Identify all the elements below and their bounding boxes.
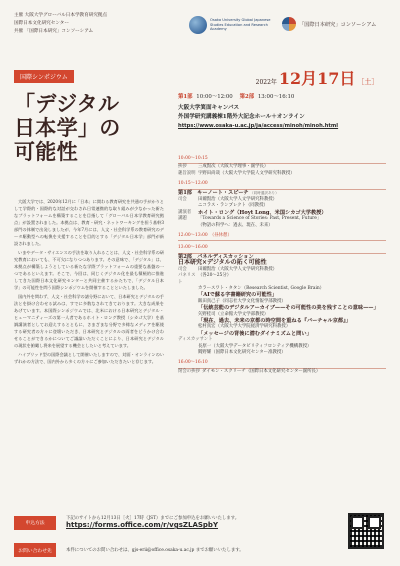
row-value: 三成賢次（大阪大学理事・副学長） [198, 164, 269, 170]
program-row [178, 171, 386, 177]
program-row: 司会 田爾賢治（大阪大学人文学研究科教授） [178, 266, 278, 272]
footer [0, 503, 400, 566]
consortium-logo [282, 17, 376, 31]
program-row: 閉会の挨拶 ダイモン・スクリーチ（国際日本文化研究センター副所長） [178, 368, 321, 374]
event-day: 12月17日 [278, 69, 356, 88]
time-slot: 10:15〜12:00 [178, 181, 386, 189]
apply-form-link[interactable]: https://forms.office.com/r/vgsZLASpbY [66, 521, 219, 529]
intro-paragraph: いまやデータ・サイエンスの手法を取り入れることは、人文・社会科学系の研究教育においても、不可欠になりつつあります。その意味で、「デジタル」は、本拠点が構築しようとしている新たな学際プラットフォームの重要な基盤の一つであるといえます。そこで、今回は、同じくデジタル化を最も積極的に推進してきた国際日本文化研究センターと共同主催するかたちで、「デジタル日本学」の可能性を問う国際シンポジウムを開催することといたしました。 [14, 250, 164, 290]
contact-label: お問い合わせ先 [14, 543, 56, 557]
venue-line: 大阪大学箕面キャンパス [178, 105, 240, 111]
event-date [248, 66, 386, 89]
part1-heading: 第1部 キーノート・スピーチ （同時通訳あり） [178, 189, 279, 196]
program-row: 「AIで蘇る字書籍研究の可能性」 [198, 292, 278, 299]
organizer-line: 共催 「国際日本研究」コンソーシアム [14, 29, 94, 34]
program-row: パネリスト （各20〜25分） [178, 273, 232, 285]
apply-info [66, 515, 239, 530]
university-emblem-icon [189, 16, 207, 34]
time-slot: 16:00〜16:10 [178, 360, 386, 368]
part1-label: 第1部 [178, 94, 193, 100]
program-row: 矢野桂司（立命館大学文学部教授） [198, 311, 269, 317]
program-row: 「伝統芸能のデジタルアーカイブ——その可能性の美を残すことの意味——」 [198, 305, 379, 312]
venue-line: 外国学研究講義棟1階外大記念ホール＋オンライン [178, 114, 305, 120]
part2-title: 日本研究×デジタルの拓く可能性 [178, 259, 267, 267]
program-row: 講題 「Towards a Science of Stories: Past, Present, Future」 [178, 216, 322, 222]
program-row: 講演者 ホイト・ロング（Hoyt Long、米国シカゴ大学教授） [178, 209, 327, 216]
time-slot: 10:00〜10:15 [178, 156, 386, 164]
program-row: 「現在、過去、未来の京都の時空間を重ねる『バーチャル京都』」 [198, 317, 351, 324]
intro-paragraph: 大阪大学では、2020年12月に「日本」に関わる教育研究を共通の手がかりとして学際的・国際的な対話が交わされ日常連携的な取り組みが少なかった新たなプラットフォームを構築することを目指して「グローバル日本学教育研究拠点」が設置されました。本拠点は、教育・研究・ネットワーキングを担う基幹3部門の体制で出発しましたが、今年7月には、人文・社会科学系の教育研究のデータ駆動型への転換を支援することを目的とする「デジタル日本学」部門が新設されました。 [14, 199, 164, 246]
program-row: 司会 田爾賢治（大阪大学人文学研究科教授） [178, 197, 278, 203]
apply-label: 申込方法 [14, 516, 56, 530]
part2-heading: 第2部 パネルディスカッション [178, 253, 254, 260]
part1-time: 10:00〜12:00 [196, 94, 233, 100]
contact-row [14, 543, 244, 557]
program-row: 閻野耀（国際日本文化研究センター准教授） [198, 349, 286, 355]
event-title [14, 92, 164, 164]
event-weekday: ［土］ [357, 78, 379, 86]
organizer-lines [14, 12, 107, 36]
program-row: カラースワト・タタン（Research Scientist, Google Brain） [198, 285, 325, 291]
program-row: ディスカッサント [178, 337, 213, 343]
row-label: 挨拶 [178, 164, 187, 170]
organizer-line: 主催 大阪大学グローバル日本学教育研究拠点 [14, 13, 108, 18]
header [6, 6, 394, 48]
lunch-break: 12:00〜13:00 （昼休憩） [178, 233, 386, 241]
title-line: 日本学」の [14, 115, 121, 140]
venue [178, 104, 386, 131]
osaka-university-logo [189, 16, 280, 34]
apply-text: 下記のサイトから12月13日［火］17時（JST）までにご参加申込をお願いいたします。 [66, 516, 240, 521]
program-row: （物語の科学へ：過去、現在、未来） [198, 222, 273, 228]
intro-column [14, 64, 164, 365]
part2-label: 第2部 [239, 94, 255, 100]
event-type-badge: 国際シンポジウム [14, 70, 74, 83]
event-year: 2022年 [255, 79, 277, 86]
program-row: 長原一（大阪大学データビリティフロンティア機構教授） [198, 343, 312, 349]
time-slot: 13:00〜16:00 [178, 245, 386, 253]
row-label: 趣旨説明 [178, 170, 196, 176]
access-link[interactable]: https://www.osaka-u.ac.jp/ja/access/minoh/minoh.html [178, 123, 339, 129]
title-line: 可能性 [14, 139, 78, 164]
program-row: 「メッセージの背後に潜むダイナミズムと問い」 [198, 330, 312, 337]
contact-text: 本件についてのお問い合わせは、gjs-erii@office.osaka-u.ac.jp までお願いいたします。 [66, 547, 244, 553]
title-line: 「デジタル [14, 91, 120, 116]
qr-code-icon[interactable] [348, 513, 384, 549]
program-row: ニコラス・ランブレクト（同教授） [198, 203, 268, 209]
logo-text: Osaka University Global Japanese Studies Education and Research Academy [210, 18, 271, 32]
intro-paragraph: 国内外を問わず、人文・社会科学の諸分野において、日本研究とデジタルの手法とを掛け合わせる試みは、すでに多数なされてきております。大きな成果をあげています。本国際シンポジウムでは、北米における日本研究とデジタル・ヒューマニティーズの第一人者であるホイト・ロング教授（シカゴ大学）を基調講演者としてお迎えするとともに、さまざまな分野で多様なメディアを駆使する研究者の方々に登壇いただき、日本研究とデジタルの両者をどうかけ合わせることができるかについてご議論いただくことにより、日本研究とデジタルの現状を俯瞰し将来を展望する機会としたいと考えています。 [14, 294, 164, 348]
consortium-emblem-icon [282, 17, 296, 31]
apply-row [14, 515, 239, 530]
program [178, 152, 386, 375]
program-row: 飯田真己子（同志社大学文化情報学部教授） [198, 298, 286, 304]
logo-text: 「国際日本研究」コンソーシアム [299, 21, 377, 28]
schedule-block [178, 66, 386, 131]
session-times [178, 92, 386, 100]
intro-paragraph: ハイブリッド型の国際会議として開催いたしますので、対面・オンラインのいずれかの方法で、国内外から多くの方々にご参加いただきたいと存じます。 [14, 352, 164, 364]
row-value: 宇野田尚哉（大阪大学大学院人文学研究科教授） [198, 170, 295, 176]
organizer-line: 国際日本文化研究センター [14, 21, 69, 26]
program-row: 松村真宏（大阪大学大学院経済学研究科教授） [198, 324, 291, 330]
part2-time: 13:00〜16:10 [257, 94, 295, 100]
